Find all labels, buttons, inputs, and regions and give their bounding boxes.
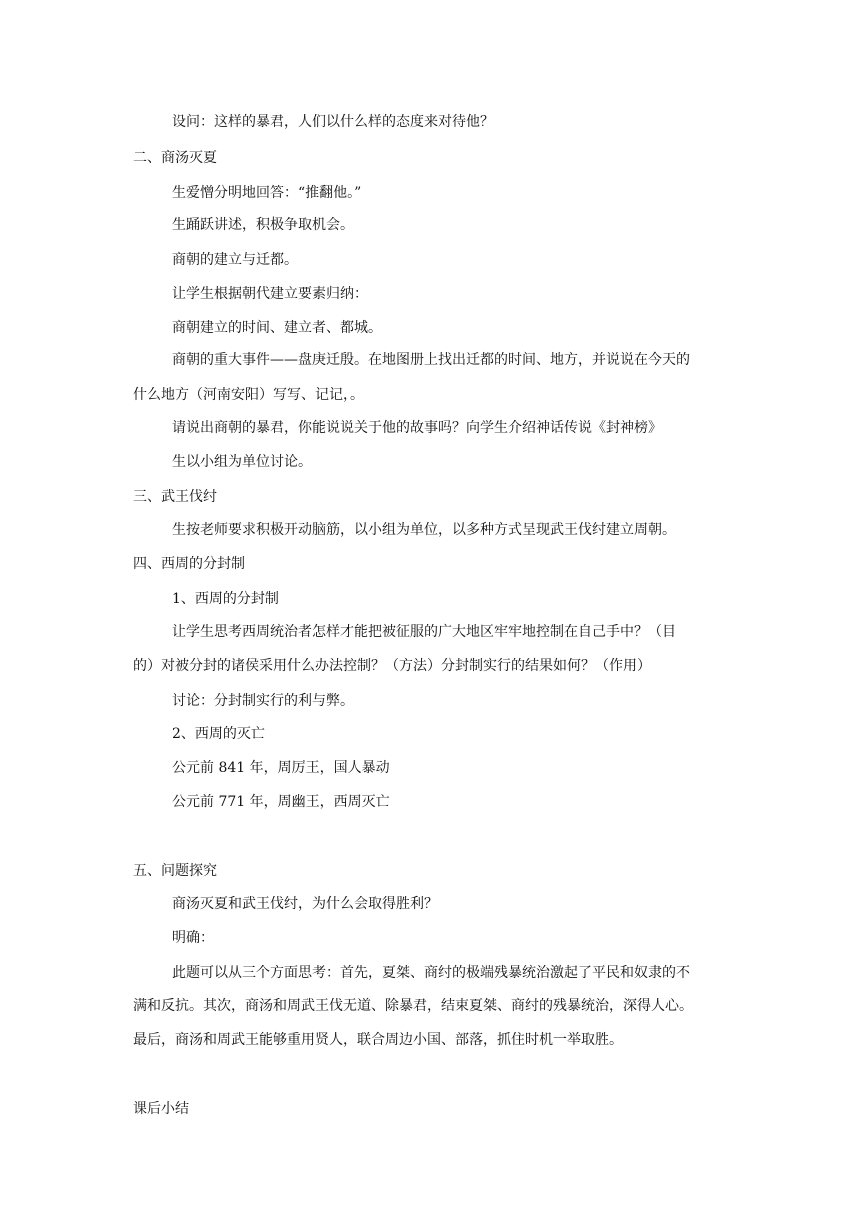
body-line: 商汤灭夏和武王伐纣，为什么会取得胜利？ xyxy=(172,896,438,912)
body-line: 让学生根据朝代建立要素归纳： xyxy=(172,286,368,302)
section-heading-5: 五、问题探究 xyxy=(133,863,217,879)
body-line: 商朝建立的时间、建立者、都城。 xyxy=(172,320,382,336)
subheading: 1、西周的分封制 xyxy=(172,591,279,607)
body-line: 请说出商朝的暴君，你能说说关于他的故事吗？向学生介绍神话传说《封神榜》 xyxy=(172,420,662,436)
body-line: 满和反抗。其次，商汤和周武王伐无道、除暴君，结束夏桀、商纣的残暴统治，深得人心。 xyxy=(133,998,693,1014)
body-line: 生爱憎分明地回答：“推翻他。” xyxy=(172,185,362,201)
body-line: 生踊跃讲述，积极争取机会。 xyxy=(172,217,354,233)
subheading: 2、西周的灭亡 xyxy=(172,726,265,742)
body-line: 此题可以从三个方面思考：首先，夏桀、商纣的极端残暴统治激起了平民和奴隶的不 xyxy=(172,965,690,981)
body-line: 讨论：分封制实行的利与弊。 xyxy=(172,693,354,709)
body-line: 生以小组为单位讨论。 xyxy=(172,454,312,470)
body-line: 最后，商汤和周武王能够重用贤人，联合周边小国、部落，抓住时机一举取胜。 xyxy=(133,1032,623,1048)
body-line: 生按老师要求积极开动脑筋，以小组为单位，以多种方式呈现武王伐纣建立周朝。 xyxy=(172,522,676,538)
body-line: 商朝的建立与迁都。 xyxy=(172,252,298,268)
body-line: 的）对被分封的诸侯采用什么办法控制？（方法）分封制实行的结果如何？（作用） xyxy=(133,658,651,674)
body-line: 明确： xyxy=(172,930,214,946)
body-line: 让学生思考西周统治者怎样才能把被征服的广大地区牢牢地控制在自己手中？（目 xyxy=(172,624,676,640)
body-line: 公元前 771 年，周幽王，西周灭亡 xyxy=(172,794,390,810)
body-line: 公元前 841 年，周厉王，国人暴动 xyxy=(172,760,390,776)
section-heading-summary: 课后小结 xyxy=(133,1101,189,1117)
question-line: 设问：这样的暴君，人们以什么样的态度来对待他？ xyxy=(172,114,494,130)
body-line: 商朝的重大事件——盘庚迁殷。在地图册上找出迁都的时间、地方，并说说在今天的 xyxy=(172,352,690,368)
section-heading-3: 三、武王伐纣 xyxy=(133,489,217,505)
section-heading-2: 二、商汤灭夏 xyxy=(133,150,217,166)
section-heading-4: 四、西周的分封制 xyxy=(133,556,245,572)
body-line: 什么地方（河南安阳）写写、记记，。 xyxy=(133,387,364,403)
